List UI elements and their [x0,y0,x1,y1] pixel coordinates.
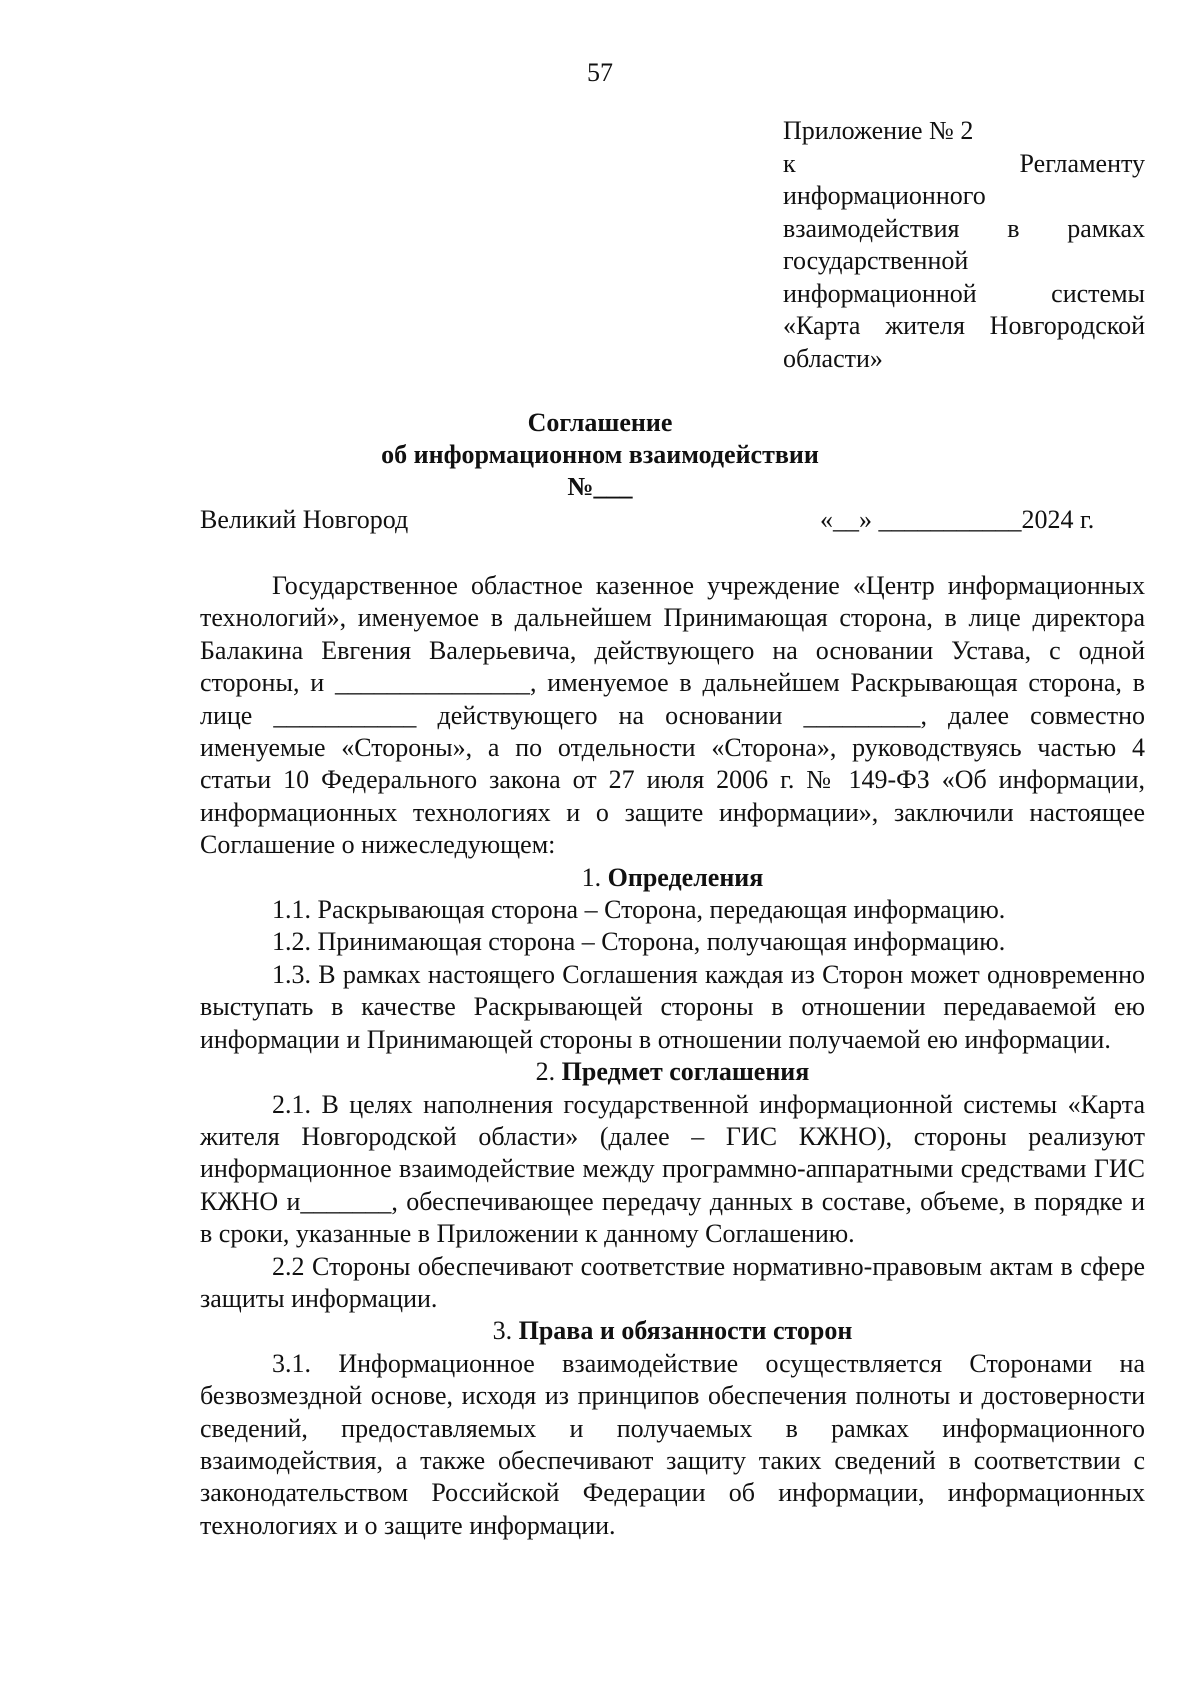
appendix-line: взаимодействия в рамках [783,213,1145,243]
preamble-paragraph: Государственное областное казенное учреждение «Центр информационных технологий», именуемое в дальнейшем Принимающая сторона, в лице директора Балакина Евгения Валерьевича, действующего на основании Устава, с одной стороны, и _______________, именуемое в дальнейшем Раскрывающая сторона, в лице ___________ действующего на основании _________, далее совместно именуемые «Стороны», а по отдельности «Сторона», руководствуясь частью 4 статьи 10 Федерального закона от 27 июля 2006 г. № 149-ФЗ «Об информации, информационных технологиях и о защите информации», заключили настоящее Соглашение о нижеследующем: [200,571,1145,860]
paragraph: 2.1. В целях наполнения государственной информационной системы «Карта жителя Новгородской области» (далее – ГИС КЖНО), стороны реализуют информационное взаимодействие между программно-аппаратными средствами ГИС КЖНО и_______, обеспечивающее передачу данных в составе, объеме, в порядке и в сроки, указанные в Приложении к данному Соглашению. [200,1089,1145,1249]
document-body [200,570,1145,1542]
appendix-line: информационного [783,181,986,210]
document-subtitle: об информационном взаимодействии [381,440,819,469]
paragraph: 3.1. Информационное взаимодействие осуществляется Сторонами на безвозмездной основе, исходя из принципов обеспечения полноты и достоверности сведений, предоставляемых и получаемых в рамках информационного взаимодействия, а также обеспечивают защиту таких сведений в соответствии с законодательством Российской Федерации об информации, информационных технологиях и о защите информации. [200,1348,1145,1540]
appendix-line: информационной системы [783,278,1145,308]
paragraph: 1.3. В рамках настоящего Соглашения каждая из Сторон может одновременно выступать в качестве Раскрывающей стороны в отношении передаваемой ею информации и Принимающей стороны в отношении получаемой ею информации. [200,959,1145,1054]
appendix-line: области» [783,343,883,373]
agreement-number: №___ [567,472,633,501]
signing-date: «__» ___________2024 г. [820,505,1095,534]
section-heading [200,862,1145,894]
section-heading [200,1056,1145,1088]
section-title: Предмет соглашения [561,1057,810,1087]
section-number: 2. [535,1057,556,1087]
section-number: 1. [581,862,602,892]
paragraph: 1.2. Принимающая сторона – Сторона, получающая информацию. [272,927,1006,957]
document-title: Соглашение [527,408,673,437]
section-title: Права и обязанности сторон [518,1316,853,1346]
place-of-signing: Великий Новгород [200,505,409,534]
section-title: Определения [607,862,764,892]
appendix-line: «Карта жителя Новгородской [783,311,1145,340]
paragraph: 2.2 Стороны обеспечивают соответствие нормативно-правовым актам в сфере защиты информации. [200,1251,1145,1313]
page-number: 57 [587,58,613,87]
appendix-line: Приложение № 2 [783,116,974,145]
appendix-line: к Регламенту [783,148,1145,178]
appendix-line: государственной [783,246,969,275]
section-heading [200,1315,1145,1347]
paragraph: 1.1. Раскрывающая сторона – Сторона, передающая информацию. [272,895,1006,925]
section-number: 3. [492,1316,513,1346]
appendix-note [783,115,1145,375]
